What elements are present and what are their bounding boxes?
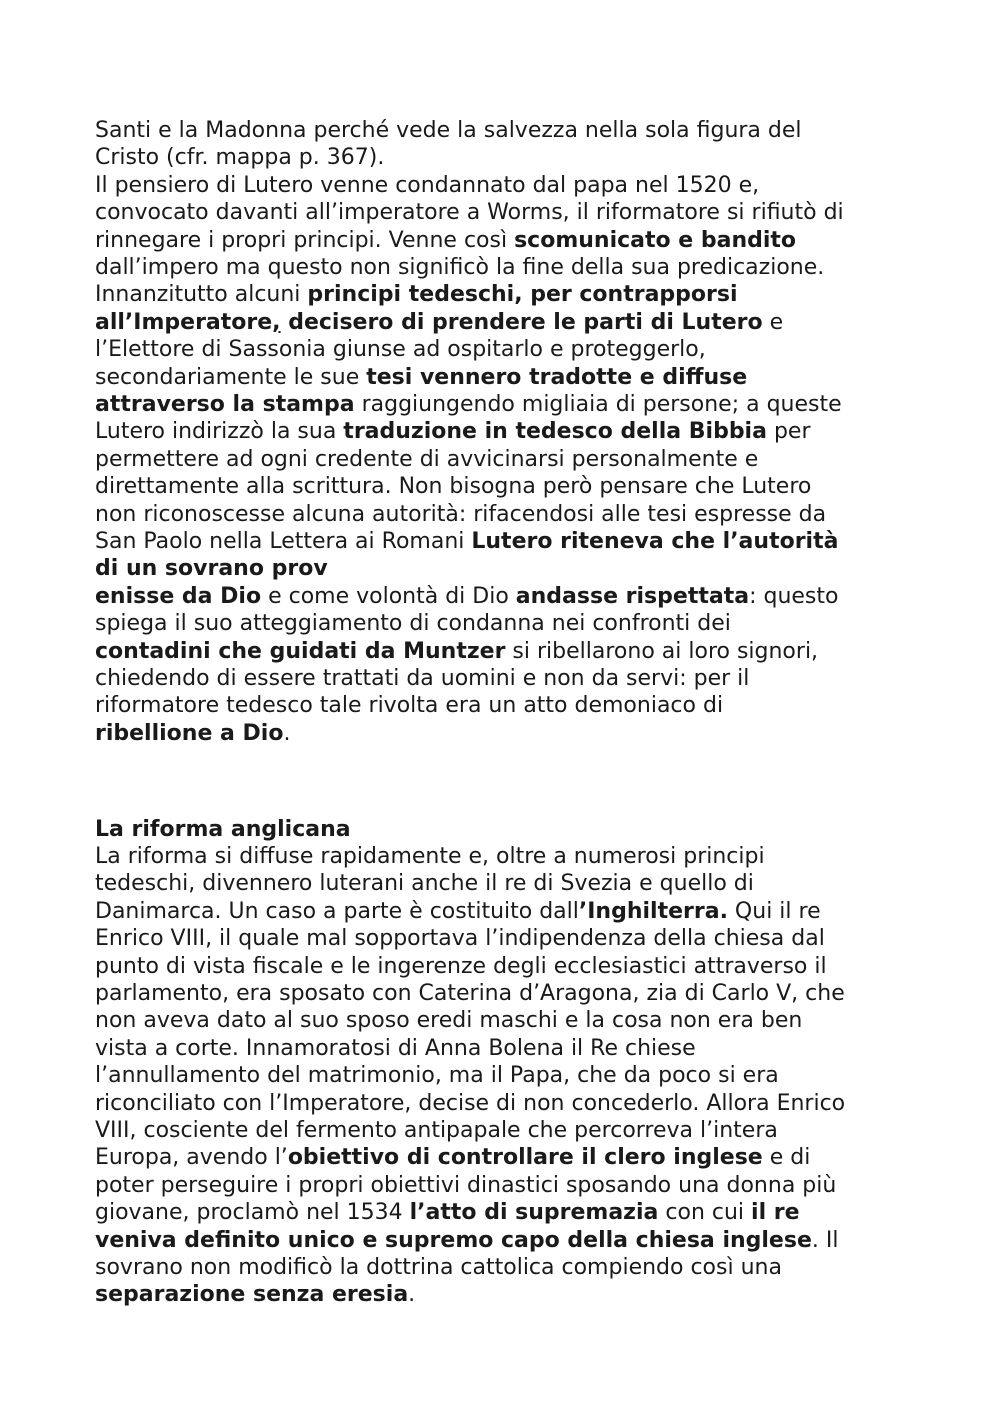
- bold-text: scomunicato e bandito: [514, 227, 797, 253]
- text-run: rinnegare i propri principi. Venne così: [95, 227, 515, 253]
- text-run: sovrano non modificò la dottrina cattolica compiendo così una: [95, 1255, 782, 1280]
- text-run: Cristo (cfr. mappa p. 367).: [95, 145, 385, 171]
- text-run: . Il: [811, 1227, 839, 1253]
- text-line: [95, 254, 824, 281]
- text-run: per: [766, 419, 811, 445]
- text-run: .: [283, 720, 291, 746]
- text-run: Il pensiero di Lutero venne condannato dal papa nel 1520 e,: [95, 172, 760, 198]
- text-line: [95, 309, 783, 336]
- text-run: Enrico VIII, il quale mal sopportava l’indipendenza della chiesa dal: [95, 926, 825, 952]
- text-line: [95, 843, 765, 870]
- bold-text: obiettivo di controllare il clero inglese: [287, 1145, 763, 1171]
- text-run: Qui il re: [727, 898, 821, 924]
- bold-text: l’atto di supremazia: [409, 1200, 659, 1226]
- text-line: [95, 391, 842, 418]
- text-line: [95, 446, 758, 473]
- text-line: [95, 692, 723, 719]
- text-line: [95, 1172, 836, 1199]
- text-line: [95, 336, 706, 363]
- text-line: [95, 144, 384, 171]
- text-run: si ribellarono ai loro signori,: [505, 638, 819, 664]
- text-line: [95, 638, 818, 665]
- text-line: [95, 199, 844, 226]
- text-run: non aveva dato al suo sposo eredi maschi e la cosa non era ben: [95, 1008, 803, 1034]
- text-line: [95, 501, 826, 528]
- text-line: [95, 1281, 415, 1308]
- text-run: giovane, proclamò nel 1534: [95, 1200, 410, 1226]
- text-run: raggiungendo migliaia di persone; a queste: [354, 392, 842, 417]
- text-run: Innanzitutto alcuni: [95, 282, 308, 308]
- text-run: l’Elettore di Sassonia giunse ad ospitarlo e proteggerlo,: [95, 337, 706, 363]
- bold-text: di un sovrano prov: [95, 556, 328, 582]
- text-line: [95, 418, 811, 445]
- text-line: [95, 953, 827, 980]
- bold-text: ,: [272, 309, 281, 335]
- text-run: Santi e la Madonna perché vede la salvezza nella sola figura del: [95, 118, 802, 143]
- text-run: dall’impero ma questo non significò la fine della sua predicazione.: [95, 255, 825, 280]
- text-run: riformatore tedesco tale rivolta era un atto demoniaco di: [95, 693, 724, 719]
- bold-text: enisse da Dio: [95, 583, 262, 609]
- text-run: : questo: [749, 583, 839, 609]
- bold-text: contadini che guidati da Muntzer: [95, 638, 506, 664]
- text-run: chiedendo di essere trattati da uomini e non da servi: per il: [95, 666, 750, 691]
- text-run: Danimarca. Un caso a parte è costituito dall: [95, 898, 579, 924]
- text-run: convocato davanti all’imperatore a Worms, il riformatore si rifiutò di: [95, 200, 844, 226]
- bold-text: traduzione in tedesco della Bibbia: [343, 419, 767, 445]
- text-run: La riforma si diffuse rapidamente e, oltre a numerosi principi: [95, 844, 765, 869]
- text-line: [95, 172, 759, 199]
- text-run: .: [408, 1282, 416, 1308]
- bold-text: il re: [751, 1200, 800, 1226]
- text-line: [95, 1035, 696, 1062]
- bold-text: attraverso la stampa: [95, 392, 355, 417]
- text-run: e di: [762, 1145, 811, 1171]
- text-line: [95, 1062, 779, 1089]
- text-line: [95, 720, 290, 747]
- text-run: Lutero indirizzò la sua: [95, 419, 344, 445]
- bold-text: veniva definito unico e supremo capo della chiesa inglese: [95, 1227, 812, 1253]
- text-run: con cui: [658, 1200, 752, 1226]
- text-run: riconciliato con l’Imperatore, decise di non concederlo. Allora Enrico: [95, 1090, 846, 1116]
- text-run: secondariamente le sue: [95, 364, 367, 390]
- bold-text: ’Inghilterra.: [578, 898, 728, 924]
- text-run: e: [762, 309, 784, 335]
- text-line: [95, 473, 811, 500]
- text-line: [95, 1117, 778, 1144]
- text-run: punto di vista fiscale e le ingerenze degli ecclesiastici attraverso il: [95, 953, 827, 979]
- text-run: parlamento, era sposato con Caterina d’Aragona, zia di Carlo V, che: [95, 981, 845, 1006]
- text-run: direttamente alla scrittura. Non bisogna però pensare che Lutero: [95, 474, 812, 500]
- text-line: [95, 898, 821, 925]
- text-run: permettere ad ogni credente di avvicinarsi personalmente e: [95, 446, 759, 472]
- text-line: [95, 1199, 800, 1226]
- text-run: San Paolo nella Lettera ai Romani: [95, 529, 472, 554]
- section-heading: La riforma anglicana: [95, 817, 351, 842]
- text-line: [95, 1090, 845, 1117]
- text-line: [95, 980, 845, 1007]
- text-run: Europa, avendo l’: [95, 1145, 288, 1171]
- text-line: [95, 583, 838, 610]
- text-run: spiega il suo atteggiamento di condanna nei confronti dei: [95, 611, 731, 637]
- text-line: [95, 665, 749, 692]
- text-line: [95, 364, 747, 391]
- text-run: non riconoscesse alcuna autorità: rifacendosi alle tesi espresse da: [95, 501, 827, 527]
- text-line: [95, 555, 328, 582]
- text-run: e come volontà di Dio: [261, 583, 516, 609]
- text-line: [95, 281, 738, 308]
- text-run: vista a corte. Innamoratosi di Anna Bolena il Re chiese: [95, 1035, 696, 1061]
- text-line: [95, 925, 825, 952]
- text-run: VIII, cosciente del fermento antipapale che percorreva l’intera: [95, 1118, 778, 1143]
- text-line: [95, 870, 754, 897]
- text-run: tedeschi, divennero luterani anche il re di Svezia e quello di: [95, 871, 754, 897]
- bold-text: Lutero riteneva che l’autorità: [471, 529, 839, 554]
- text-line: [95, 1144, 810, 1171]
- bold-text: principi tedeschi, per contrapporsi: [307, 282, 738, 308]
- bold-text: ribellione a Dio: [95, 720, 284, 746]
- text-line: [95, 117, 802, 144]
- text-line: [95, 1007, 802, 1034]
- text-run: poter perseguire i propri obiettivi dinastici sposando una donna più: [95, 1172, 837, 1198]
- bold-text: separazione senza eresia: [95, 1282, 409, 1308]
- bold-text: all’Imperatore: [95, 309, 273, 335]
- text-line: [95, 528, 838, 555]
- text-line: [95, 1254, 782, 1281]
- text-line: [95, 1227, 838, 1254]
- text-line: [95, 610, 731, 637]
- bold-text: andasse rispettata: [515, 583, 750, 609]
- bold-text: decisero di prendere le parti di Lutero: [280, 309, 763, 335]
- text-run: l’annullamento del matrimonio, ma il Papa, che da poco si era: [95, 1063, 779, 1089]
- text-line: [95, 227, 796, 254]
- bold-text: tesi vennero tradotte e diffuse: [366, 364, 748, 390]
